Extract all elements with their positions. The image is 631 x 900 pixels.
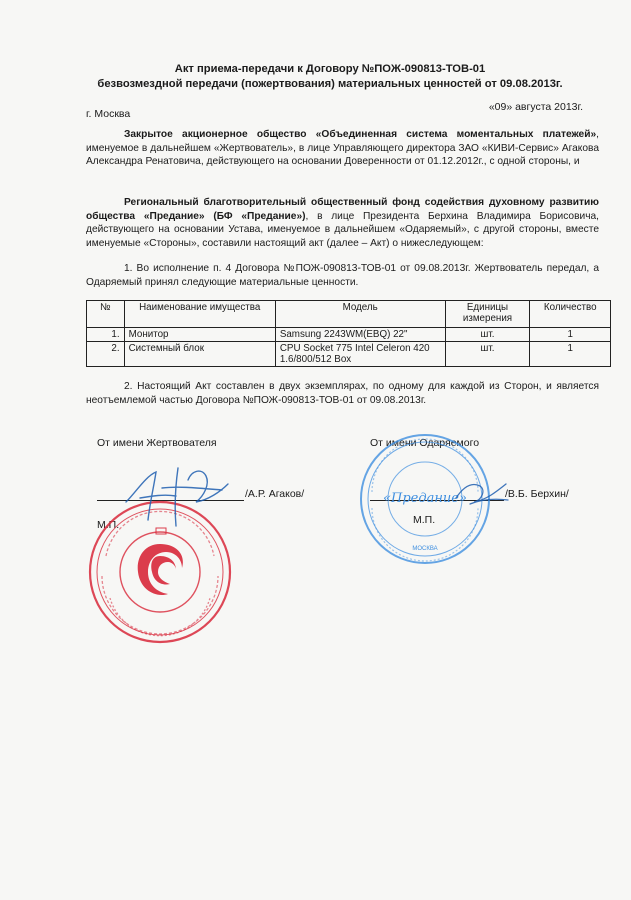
header-quantity: Количество (530, 301, 611, 328)
recipient-stamp-center-text: «Предание» (383, 491, 467, 506)
title-line-1: Акт приема-передачи к Договору №ПОЖ-090813-ТОВ-01 (174, 63, 486, 75)
header-model: Модель (275, 301, 445, 328)
donor-seal-label: М.П. (97, 519, 120, 531)
row-model: Samsung 2243WM(EBQ) 22" (275, 328, 445, 342)
party2-paragraph (86, 196, 599, 250)
goods-table (86, 300, 611, 367)
title-line-2: безвозмездной передачи (пожертвования) материальных ценностей от 09.08.2013г. (97, 78, 563, 90)
clause-2: 2. Настоящий Акт составлен в двух экземплярах, по одному для каждой из Сторон, и является неотъемлемой частью Договора №ПОЖ-090813-ТОВ-01 от 09.08.2013г. (86, 381, 599, 406)
header-number: № (87, 301, 125, 328)
row-quantity: 1 (530, 328, 611, 342)
recipient-seal-label: М.П. (413, 514, 436, 526)
donor-heading: От имени Жертвователя (97, 437, 217, 449)
donor-signature (118, 462, 248, 532)
party1-name: Закрытое акционерное общество «Объединенная система моментальных платежей» (124, 129, 597, 140)
row-model: CPU Socket 775 Intel Celeron 420 1.6/800/512 Box (275, 342, 445, 367)
row-number: 2. (87, 342, 125, 367)
row-number: 1. (87, 328, 125, 342)
row-unit: шт. (445, 328, 530, 342)
header-unit: Единицы измерения (445, 301, 530, 328)
row-quantity: 1 (530, 342, 611, 367)
row-unit: шт. (445, 342, 530, 367)
place: г. Москва (86, 108, 131, 120)
table-row (87, 328, 611, 342)
table-header-row (87, 301, 611, 328)
recipient-name: /В.Б. Берхин/ (505, 488, 569, 500)
donor-name: /А.Р. Агаков/ (245, 488, 305, 500)
clause-1: 1. Во исполнение п. 4 Договора №ПОЖ-090813-ТОВ-01 от 09.08.2013г. Жертвователь передал, а Одаряемый принял следующие материальные ценности. (86, 263, 599, 288)
header-item-name: Наименование имущества (124, 301, 275, 328)
document-title (60, 62, 600, 92)
recipient-signature (452, 476, 514, 510)
party1-paragraph (86, 128, 599, 169)
table-row (87, 342, 611, 367)
party2-name: Региональный благотворительный общественный фонд содействия духовному развитию общества «Предание» (БФ «Предание») (86, 197, 599, 222)
row-item-name: Монитор (124, 328, 275, 342)
party2-text: , в лице Президента Берхина Владимира Борисовича, действующего на основании Устава, именуемое в дальнейшем «Одаряемый», с другой стороны, вместе именуемые «Стороны», составили настоящий акт (далее – Акт) о нижеследующем: (86, 210, 599, 249)
document-date: «09» августа 2013г. (488, 101, 583, 113)
row-item-name: Системный блок (124, 342, 275, 367)
donor-emblem (138, 528, 183, 595)
recipient-heading: От имени Одаряемого (370, 437, 480, 449)
party1-text: , именуемое в дальнейшем «Жертвователь», в лице Управляющего директора ЗАО «КИВИ-Сервис» Агакова Александра Ренатовича, действующего на основании Доверенности от 01.12.2012г., с одной стороны, и (86, 129, 599, 168)
recipient-stamp-city: МОСКВА (412, 546, 438, 552)
